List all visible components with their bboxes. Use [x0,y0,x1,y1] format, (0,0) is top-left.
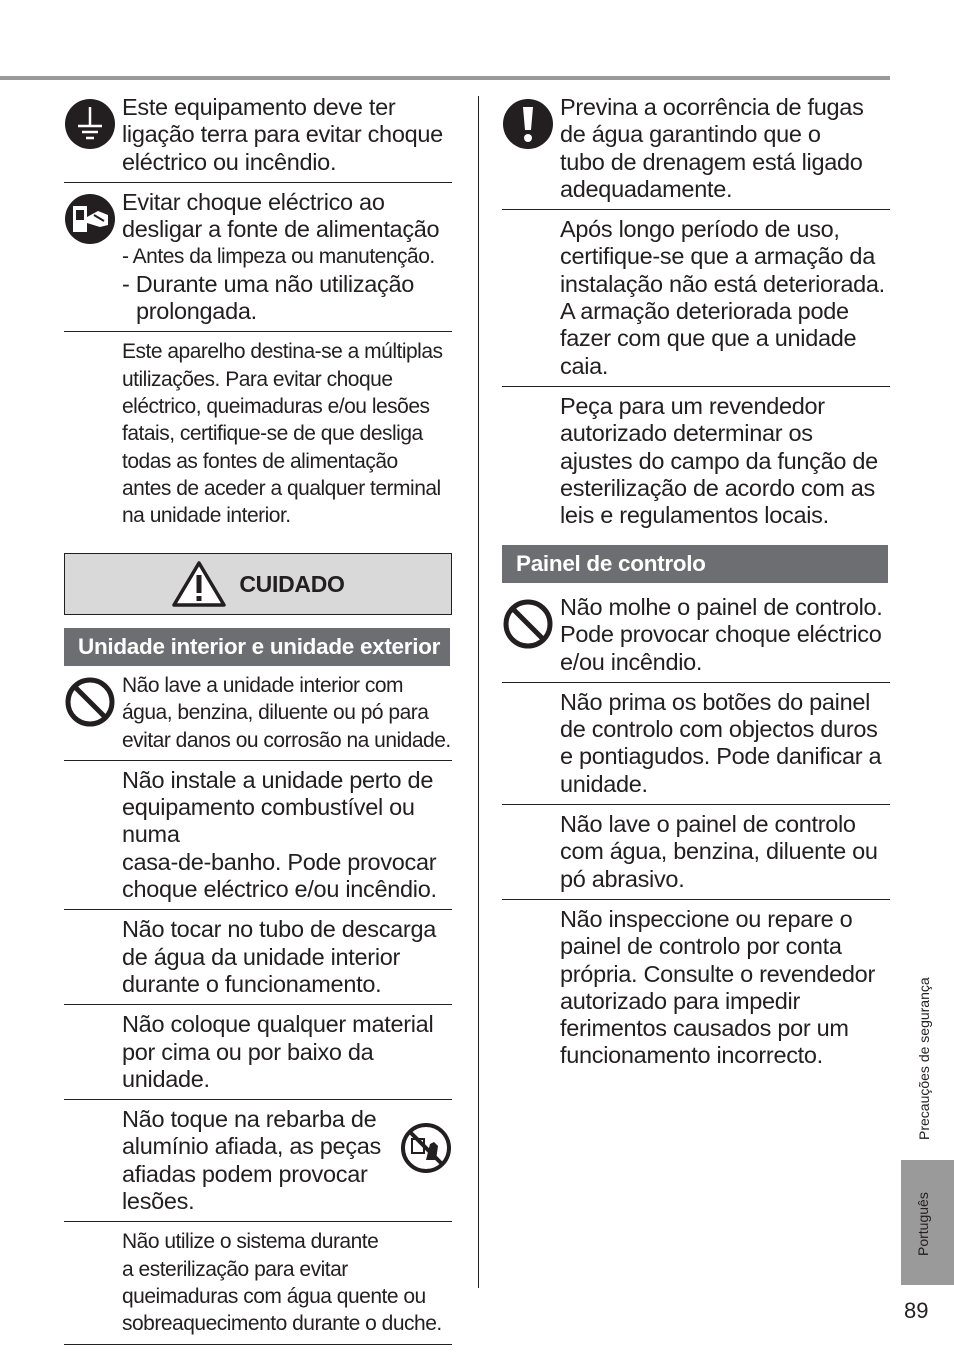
text-line: Não tocar no tubo de descarga [122,916,436,943]
list-item [64,916,452,1005]
text-line: durante o funcionamento. [122,970,382,997]
list-item [64,338,452,535]
left-column-upper [64,94,452,541]
text-line: certifique-se que a armação da [560,243,875,270]
unplug-icon [64,193,116,245]
side-section-label: Precauções de segurança [916,977,932,1140]
text-line: e/ou incêndio. [560,648,703,675]
warning-triangle-icon [171,560,227,608]
text-line: Não coloque qualquer material [122,1011,434,1038]
left-column-lower [64,672,452,1351]
text-line: - Antes da limpeza ou manutenção. [122,245,435,269]
text-line: eléctrico ou incêndio. [122,148,337,175]
list-item [502,94,890,210]
text-line: Não inspeccione ou repare o [560,905,853,932]
text-line: - Durante uma não utilização [122,270,415,297]
text-line: alumínio afiada, as peças [122,1133,381,1160]
right-column-lower [502,594,890,1082]
text-line: unidade. [560,770,648,797]
section-heading: Unidade interior e unidade exterior [64,628,450,666]
text-line: ajustes do campo da função de [560,447,878,474]
list-item [502,216,890,387]
text-line: afiadas podem provocar [122,1160,368,1187]
text-line: esterilização de acordo com as [560,474,875,501]
text-line: utilizações. Para evitar choque [122,367,393,391]
text-line: pó abrasivo. [560,865,685,892]
text-line: por cima ou por baixo da unidade. [122,1038,374,1092]
text-line: ligação terra para evitar choque [122,121,443,148]
list-item [64,767,452,910]
section-heading: Painel de controlo [502,545,888,583]
text-line: autorizado para impedir [560,987,800,1014]
list-item [502,811,890,900]
text-line: A armação deteriorada pode [560,298,849,325]
ground-icon [64,98,116,150]
text-line: adequadamente. [560,175,733,202]
text-line: Não toque na rebarba de [122,1106,377,1133]
text-line: fatais, certifique-se de que desliga [122,422,423,446]
list-item [64,189,452,332]
text-line: Não prima os botões do painel [560,688,871,715]
text-line: de controlo com objectos duros [560,716,878,743]
text-line: leis e regulamentos locais. [560,502,829,529]
text-line: eléctrico, queimaduras e/ou lesões [122,394,430,418]
text-line: Não lave a unidade interior com [122,674,404,697]
no-touch-sharp-edge-icon [400,1122,452,1174]
text-line: queimaduras com água quente ou [122,1284,426,1308]
text-line: autorizado determinar os [560,420,813,447]
list-item [502,689,890,805]
list-item [64,1228,452,1344]
text-line: Previna a ocorrência de fugas [560,94,864,120]
text-line: lesões. [122,1188,195,1215]
text-line: Não instale a unidade perto de [122,766,434,793]
text-line: instalação não está deteriorada. [560,270,885,297]
text-line: própria. Consulte o revendedor [560,960,875,987]
text-line: prolongada. [136,298,257,325]
text-line: antes de aceder a qualquer terminal [122,476,441,500]
column-separator [478,96,479,1288]
text-line: funcionamento incorrecto. [560,1042,823,1069]
text-line: Pode provocar choque eléctrico [560,621,882,648]
text-line: de água garantindo que o [560,121,821,148]
list-item [502,393,890,535]
text-line: choque eléctrico e/ou incêndio. [122,876,437,903]
text-line: casa-de-banho. Pode provocar [122,848,437,875]
page-number: 89 [904,1298,929,1323]
top-rule [0,76,890,80]
text-line: Peça para um revendedor [560,392,825,419]
text-line: e pontiagudos. Pode danificar a [560,743,882,770]
text-line: Este aparelho destina-se a múltiplas [122,340,443,364]
text-line: de água da unidade interior [122,943,401,970]
text-line: Após longo período de uso, [560,216,840,243]
list-item [64,1011,452,1100]
prohibited-icon [502,598,554,650]
text-line: a esterilização para evitar [122,1257,348,1281]
language-tab [901,1160,954,1285]
text-line: evitar danos ou corrosão na unidade. [122,728,451,752]
list-item [64,94,452,183]
list-item [64,672,452,761]
right-column-upper [502,94,890,541]
list-item [502,906,890,1076]
text-line: Este equipamento deve ter [122,94,396,120]
text-line: sobreaquecimento durante o duche. [122,1312,442,1336]
caution-label: CUIDADO [239,570,345,597]
text-line: Não utilize o sistema durante [122,1230,379,1254]
text-line: tubo de drenagem está ligado [560,148,863,175]
text-line: todas as fontes de alimentação [122,449,398,473]
text-line: painel de controlo por conta [560,933,842,960]
text-line: fazer com que que a unidade [560,325,857,352]
mandatory-exclamation-icon [502,98,554,150]
text-line: ferimentos causados por um [560,1015,849,1042]
caution-banner [64,553,452,615]
text-line: água, benzina, diluente ou pó para [122,701,429,725]
text-line: caia. [560,352,609,379]
list-item [502,594,890,683]
language-label: Português [915,1192,931,1256]
text-line: na unidade interior. [122,504,291,528]
list-item [64,1106,452,1222]
text-line: com água, benzina, diluente ou [560,838,878,865]
text-line: desligar a fonte de alimentação [122,216,440,243]
text-line: Não molhe o painel de controlo. [560,594,883,620]
text-line: Não lave o painel de controlo [560,811,856,838]
prohibited-icon [64,676,116,728]
text-line: equipamento combustível ou numa [122,794,415,848]
text-line: Evitar choque eléctrico ao [122,188,385,215]
